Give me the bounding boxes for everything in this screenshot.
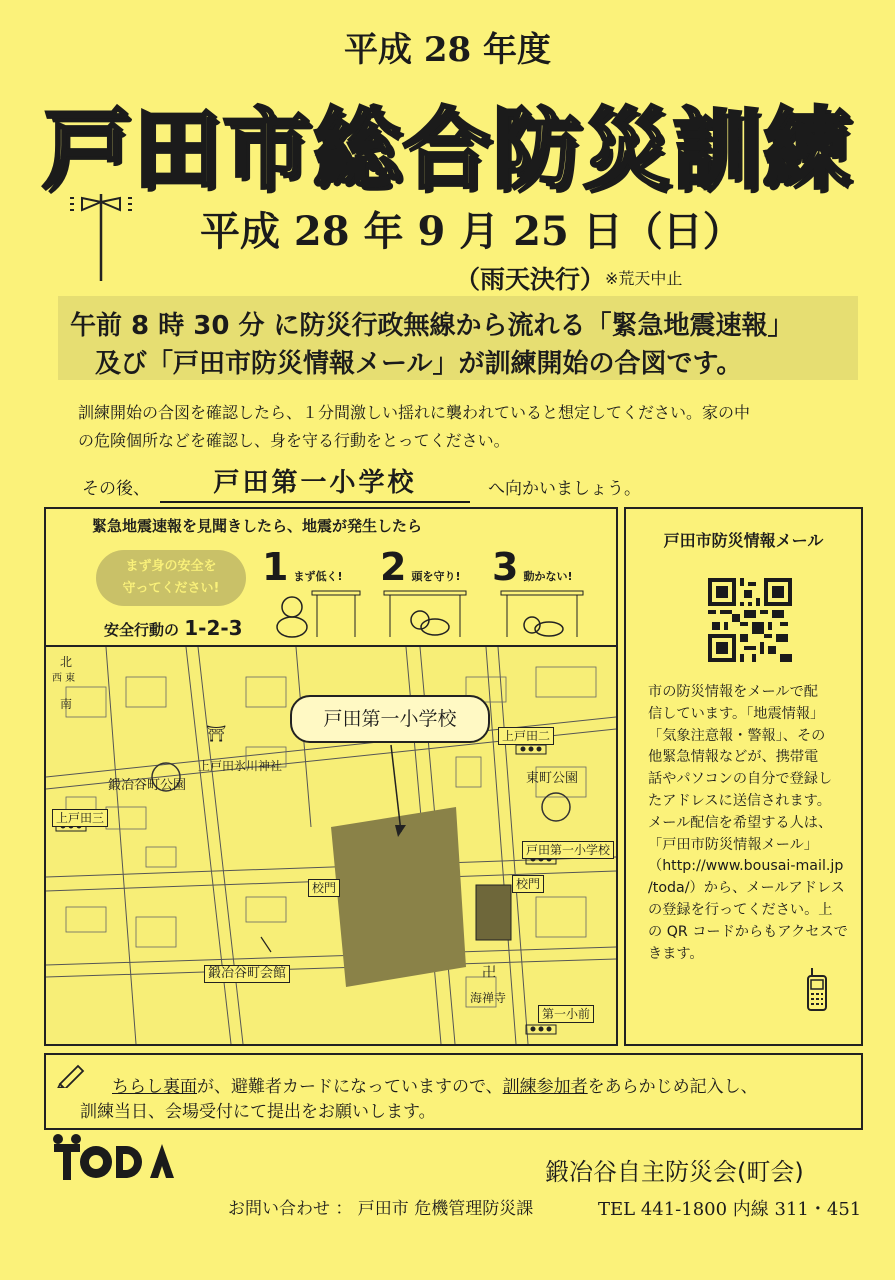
page-title: 戸田市総合防災訓練 bbox=[42, 98, 853, 201]
gate-label-left: 校門 bbox=[308, 879, 340, 897]
safety-heading: 緊急地震速報を見聞きしたら、地震が発生したら bbox=[92, 517, 423, 535]
pencil-icon bbox=[56, 1062, 86, 1088]
mail-line: の登録を行ってください。上 bbox=[648, 901, 833, 918]
notice-line-2: 訓練当日、会場受付にて提出をお願いします。 bbox=[80, 1102, 436, 1122]
shrine-icon: ⛩ bbox=[206, 724, 227, 743]
event-date: 平成 28 年 9 月 25 日（日） bbox=[200, 208, 743, 255]
signal-label-school: 戸田第一小学校 bbox=[522, 841, 614, 859]
protect-line-1: まず身の安全を bbox=[125, 559, 217, 574]
toda-city-logo bbox=[50, 1130, 180, 1190]
compass-south: 南 bbox=[60, 697, 73, 711]
after-text: その後、 bbox=[82, 479, 150, 499]
participant-text: 訓練参加者 bbox=[502, 1077, 588, 1097]
mail-description bbox=[648, 682, 848, 965]
destination-school: 戸田第一小学校 bbox=[160, 462, 470, 503]
banner-line-2: 及び「戸田市防災情報メール」が訓練開始の合図です。 bbox=[95, 349, 743, 379]
notice-text: をあらかじめ記入し、 bbox=[587, 1077, 758, 1097]
mobile-phone-icon bbox=[806, 968, 828, 1012]
gate-label-right: 校門 bbox=[512, 875, 544, 893]
mail-line: 話やパソコンの自分で登録し bbox=[648, 771, 833, 788]
under-table-figure-icon bbox=[384, 591, 466, 637]
mail-line: 他緊急情報などが、携帯電 bbox=[648, 749, 819, 766]
mail-line: メール配信を希望する人は、 bbox=[648, 814, 833, 831]
notice-text: が、避難者カードになっていますので、 bbox=[197, 1077, 503, 1097]
protect-line-2: 守ってください! bbox=[122, 581, 220, 596]
stay-figure-icon bbox=[501, 591, 583, 637]
instruction-line-1: 訓練開始の合図を確認したら、１分間激しい揺れに襲われていると想定してください。家の中 bbox=[78, 403, 751, 422]
signal-label-kamitoda2: 上戸田二 bbox=[498, 727, 554, 745]
mail-line: 「戸田市防災情報メール」 bbox=[648, 836, 818, 853]
rain-note: （雨天決行） bbox=[455, 265, 606, 294]
compass-north: 北 bbox=[60, 655, 73, 669]
hall-label: 鍛冶谷町会館 bbox=[204, 965, 290, 983]
protect-bubble bbox=[96, 550, 246, 606]
signal-label-daiichi: 第一小前 bbox=[538, 1005, 594, 1023]
step-2 bbox=[380, 545, 461, 589]
mail-line: たアドレスに送信されます。 bbox=[648, 792, 831, 809]
step-3 bbox=[492, 545, 573, 589]
step-number: 3 bbox=[492, 545, 519, 589]
fiscal-year: 平成 28 年度 bbox=[344, 30, 551, 70]
crouch-figure-icon bbox=[277, 591, 360, 637]
mail-title: 戸田市防災情報メール bbox=[663, 531, 824, 550]
step-number: 2 bbox=[380, 545, 407, 589]
banner-line-1: 午前 8 時 30 分 に防災行政無線から流れる「緊急地震速報」 bbox=[70, 311, 794, 341]
traffic-signal-icon bbox=[526, 1025, 556, 1034]
loudspeaker-pole-icon bbox=[68, 186, 138, 286]
step-label: まず低く! bbox=[293, 570, 343, 583]
signal-label-kamitoda3: 上戸田三 bbox=[52, 809, 108, 827]
instruction-line-2: の危険個所などを確認し、身を守る行動をとってください。 bbox=[78, 431, 510, 450]
mail-line: の QR コードからもアクセスで bbox=[648, 923, 848, 940]
organizer-name: 鍛冶谷自主防災会(町会) bbox=[545, 1158, 804, 1186]
park-label-2: 東町公園 bbox=[526, 771, 579, 786]
school-building bbox=[476, 885, 511, 940]
step-1 bbox=[262, 545, 343, 589]
step-label: 頭を守り! bbox=[411, 570, 461, 583]
qr-code-icon[interactable] bbox=[708, 578, 792, 662]
contact-phone: TEL 441-1800 内線 311・451 bbox=[598, 1199, 862, 1220]
traffic-signal-icon bbox=[516, 745, 546, 754]
notice-line-1 bbox=[112, 1072, 758, 1097]
step-number: 1 bbox=[262, 545, 289, 589]
step-label: 動かない! bbox=[523, 570, 573, 583]
park-label-1: 鍛冶谷町公園 bbox=[108, 778, 187, 793]
flyer-back-text: ちらし裏面 bbox=[112, 1077, 197, 1097]
toward-text: へ向かいましょう。 bbox=[488, 479, 641, 499]
toda-logo-text: TODA bbox=[50, 1130, 53, 1131]
mail-line: 信しています。「地震情報」 bbox=[648, 705, 825, 722]
school-callout: 戸田第一小学校 bbox=[290, 695, 490, 743]
mail-line: 「気象注意報・警報」、その bbox=[648, 727, 826, 744]
shrine-label: 上戸田氷川神社 bbox=[198, 759, 283, 773]
safety-illustration bbox=[262, 585, 612, 640]
temple-label: 海禅寺 bbox=[470, 991, 507, 1005]
safety-123-label bbox=[104, 616, 243, 640]
mail-url-line[interactable]: /toda/）から、メールアドレス bbox=[648, 880, 845, 897]
temple-icon: 卍 bbox=[482, 965, 496, 981]
safety-label-num: 1-2-3 bbox=[184, 616, 243, 640]
safety-label-text: 安全行動の bbox=[104, 621, 180, 639]
storm-note: ※荒天中止 bbox=[605, 269, 683, 288]
mail-url-line[interactable]: （http://www.bousai-mail.jp bbox=[648, 858, 844, 875]
compass-west-east: 西 東 bbox=[52, 673, 76, 684]
mail-line: きます。 bbox=[648, 945, 704, 962]
contact-info: お問い合わせ ： 戸田市 危機管理防災課 bbox=[228, 1199, 534, 1219]
mail-line: 市の防災情報をメールで配 bbox=[648, 684, 818, 700]
